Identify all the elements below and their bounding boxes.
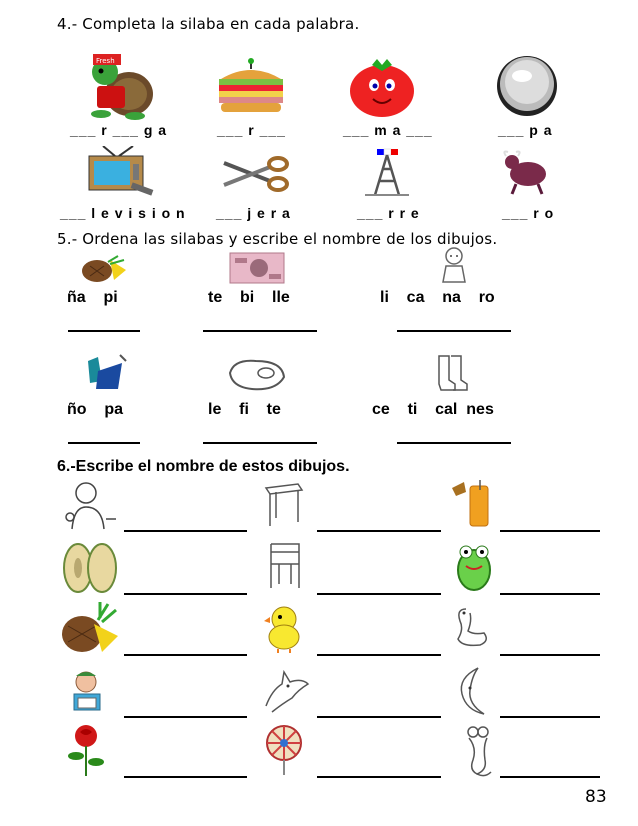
girl-doll-icon [440,246,468,284]
grandmother-icon [62,479,118,531]
moon-icon [456,664,490,718]
table-icon [262,480,306,528]
banknote-icon [229,252,285,284]
turtle-label: Fresh [96,57,115,65]
word-4-7: ___ r r e [357,205,420,221]
answer-line-6-14[interactable] [317,776,441,778]
pineapple-icon [80,254,130,284]
wheel-icon [264,723,304,777]
syllables-5-3: li ca na ro [380,289,495,306]
word-4-1: ___ r ___ g a [70,122,168,138]
section6-title: 6.-Escribe el nombre de estos dibujos. [57,458,350,475]
answer-line-6-15[interactable] [500,776,600,778]
pineapple-icon [60,600,120,656]
socks-icon [435,354,469,394]
word-4-5: ___ l e v i s i o n [60,205,186,221]
answer-line-6-3[interactable] [500,530,600,532]
syllables-5-6: ce ti cal nes [372,401,494,418]
bull-icon [500,148,556,196]
answer-line-5-1[interactable] [68,330,140,332]
answer-line-5-3[interactable] [397,330,511,332]
syllables-5-1: ña pi [67,289,118,306]
scissors-icon [220,155,290,193]
swan-icon [452,605,492,651]
word-4-6: ___ j e r a [216,205,291,221]
word-4-3: ___ m a ___ [343,122,433,138]
sandwich-icon [215,57,287,115]
word-4-4: ___ p a [498,122,553,138]
juice-icon [450,478,494,530]
handkerchief-icon [82,353,128,393]
answer-line-6-4[interactable] [124,593,247,595]
answer-line-5-5[interactable] [203,442,317,444]
answer-line-6-1[interactable] [124,530,247,532]
syllables-5-4: ño pa [67,401,123,418]
boy-reading-icon [66,668,110,718]
word-4-8: ___ r o [502,205,555,221]
turtle-icon [85,52,157,120]
answer-line-6-6[interactable] [500,593,600,595]
answer-line-6-10[interactable] [124,716,247,718]
rose-icon [62,722,114,778]
section4-title: 4.- Completa la silaba en cada palabra. [57,15,360,33]
answer-line-6-13[interactable] [124,776,247,778]
word-4-2: ___ r ___ [217,122,286,138]
mouse-icon [455,724,495,778]
answer-line-6-8[interactable] [317,654,441,656]
page-number: 83 [585,787,607,807]
answer-line-5-4[interactable] [68,442,140,444]
television-icon [85,146,157,196]
chair-icon [265,540,305,590]
answer-line-5-6[interactable] [397,442,511,444]
section5-title: 5.- Ordena las silabas y escribe el nombre de los dibujos. [57,230,498,248]
tomato-icon [347,55,417,119]
answer-line-6-11[interactable] [317,716,441,718]
syllables-5-2: te bi lle [208,289,290,306]
answer-line-6-12[interactable] [500,716,600,718]
answer-line-6-5[interactable] [317,593,441,595]
answer-line-5-2[interactable] [203,330,317,332]
bottle-cap-icon [492,52,562,118]
eiffel-tower-icon [357,147,417,197]
beans-icon [60,540,120,594]
answer-line-6-9[interactable] [500,654,600,656]
wolf-icon [262,668,312,714]
steak-icon [226,355,288,393]
answer-line-6-7[interactable] [124,654,247,656]
chick-icon [264,603,304,653]
frog-icon [454,540,494,594]
syllables-5-5: le fi te [208,401,281,418]
answer-line-6-2[interactable] [317,530,441,532]
